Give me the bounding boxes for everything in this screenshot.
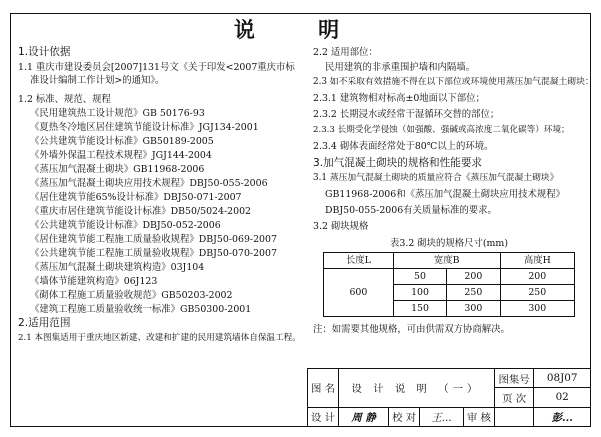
design-signature: 周 静 (338, 407, 388, 426)
review-signature: 彭... (534, 407, 591, 426)
item-2-1: 2.1 本图集适用于重庆地区新建、改建和扩建的民用建筑墙体自保温工程。 (18, 333, 301, 343)
atlas-number-label: 图集号 (494, 369, 534, 388)
item-1-1-cont: 准设计编制工作计划>的通知》。 (30, 75, 165, 86)
item-2-3-1: 2.3.1 建筑物相对标高±0地面以下部位； (313, 93, 485, 104)
header-length: 长度L (324, 253, 394, 269)
section-3-heading: 3.加气混凝土砌块的规格和性能要求 (313, 157, 483, 169)
left-column (18, 46, 300, 345)
standard-item: 《公共建筑节能工程施工质量验收规程》DBJ50-070-2007 (30, 248, 277, 259)
standard-item: 《外墙外保温工程技术规程》JGJ144-2004 (30, 150, 212, 161)
standard-item: 《公共建筑节能设计标准》DBJ50-052-2006 (30, 220, 221, 231)
standard-item: 《蒸压加气混凝土砌块建筑构造》03J104 (30, 262, 205, 273)
table-header-row (324, 253, 575, 269)
width-cell: 300 (447, 301, 500, 317)
title-block-row (308, 407, 591, 426)
item-2-3-4: 2.3.4 砌体表面经常处于80℃以上的环境。 (313, 141, 494, 152)
height-cell: 250 (500, 285, 574, 301)
item-3-1-b: GB11968-2006和《蒸压加气混凝土砌块应用技术规程》 (325, 189, 565, 200)
width-cell: 250 (447, 285, 500, 301)
height-cell: 200 (500, 269, 574, 285)
standard-item: 《居住建筑节能65%设计标准》DBJ50-071-2007 (30, 192, 242, 203)
section-1-heading: 1.设计依据 (18, 46, 71, 58)
width-cell: 150 (393, 301, 446, 317)
item-2-2-body: 民用建筑的非承重围护墙和内隔墙。 (325, 62, 476, 73)
drawing-name-value: 设 计 说 明 （一） (338, 369, 494, 408)
height-cell: 300 (500, 301, 574, 317)
review-spacer (494, 407, 534, 426)
atlas-number-value: 08J07 (534, 369, 591, 388)
table-row (324, 269, 575, 285)
standard-item: 《蒸压加气混凝土砌块》GB11968-2006 (30, 164, 205, 175)
standard-item: 《建筑工程施工质量验收统一标准》GB50300-2001 (30, 304, 252, 315)
item-2-3-3: 2.3.3 长期受化学侵蚀（如强酸、强碱或高浓度二氧化碳等）环境； (313, 125, 570, 135)
item-3-1: 3.1 蒸压加气混凝土砌块的质量应符合《蒸压加气混凝土砌块》 (313, 173, 559, 183)
item-3-2: 3.2 砌块规格 (313, 221, 369, 232)
width-cell: 100 (393, 285, 446, 301)
standards-list (18, 107, 300, 316)
page-number-value: 02 (534, 388, 591, 407)
table-note: 注：如需要其他规格，可由供需双方协商解决。 (313, 324, 510, 335)
item-2-3-2: 2.3.2 长期浸水或经常干湿循环交替的部位； (313, 109, 500, 120)
drawing-name-label: 图 名 (308, 369, 339, 408)
page-title: 说 明 (233, 17, 368, 42)
standard-item: 《公共建筑节能设计标准》GB50189-2005 (30, 136, 214, 147)
item-1-2: 1.2 标准、规范、规程 (18, 94, 111, 105)
standard-item: 《民用建筑热工设计规范》GB 50176-93 (30, 108, 205, 119)
table-caption: 表3.2 砌块的规格尺寸(mm) (390, 238, 508, 249)
standard-item: 《重庆市居住建筑节能设计标准》DB50/5024-2002 (30, 206, 252, 217)
title-block (307, 368, 591, 427)
standard-item: 《夏热冬冷地区居住建筑节能设计标准》JGJ134-2001 (30, 122, 259, 133)
check-label: 校 对 (389, 407, 420, 426)
width-cell: 200 (447, 269, 500, 285)
length-cell: 600 (324, 269, 394, 317)
check-signature: 王... (420, 407, 464, 426)
header-height: 高度H (500, 253, 574, 269)
standard-item: 《砌体工程施工质量验收规范》GB50203-2002 (30, 290, 233, 301)
standard-item: 《居住建筑节能工程施工质量验收规程》DBJ50-069-2007 (30, 234, 277, 245)
standard-item: 《墙体节能建筑构造》06J123 (30, 276, 158, 287)
page-number-label: 页 次 (494, 388, 534, 407)
item-3-1-c: DBJ50-055-2006有关质量标准的要求。 (325, 205, 497, 216)
item-1-1: 1.1 重庆市建设委员会[2007]131号文《关于印发<2007重庆市标 (18, 62, 295, 73)
header-width: 宽度B (393, 253, 500, 269)
block-size-table (323, 252, 575, 317)
item-2-3: 2.3 如不采取有效措施不得在以下部位或环境使用蒸压加气混凝土砌块： (313, 77, 594, 87)
item-2-2: 2.2 适用部位： (313, 47, 378, 58)
design-label: 设 计 (308, 407, 339, 426)
review-label: 审 核 (463, 407, 494, 426)
title-block-row (308, 369, 591, 388)
section-2-heading: 2.适用范围 (18, 317, 71, 329)
right-column (313, 46, 594, 336)
width-cell: 50 (393, 269, 446, 285)
standard-item: 《蒸压加气混凝土砌块应用技术规程》DBJ50-055-2006 (30, 178, 268, 189)
